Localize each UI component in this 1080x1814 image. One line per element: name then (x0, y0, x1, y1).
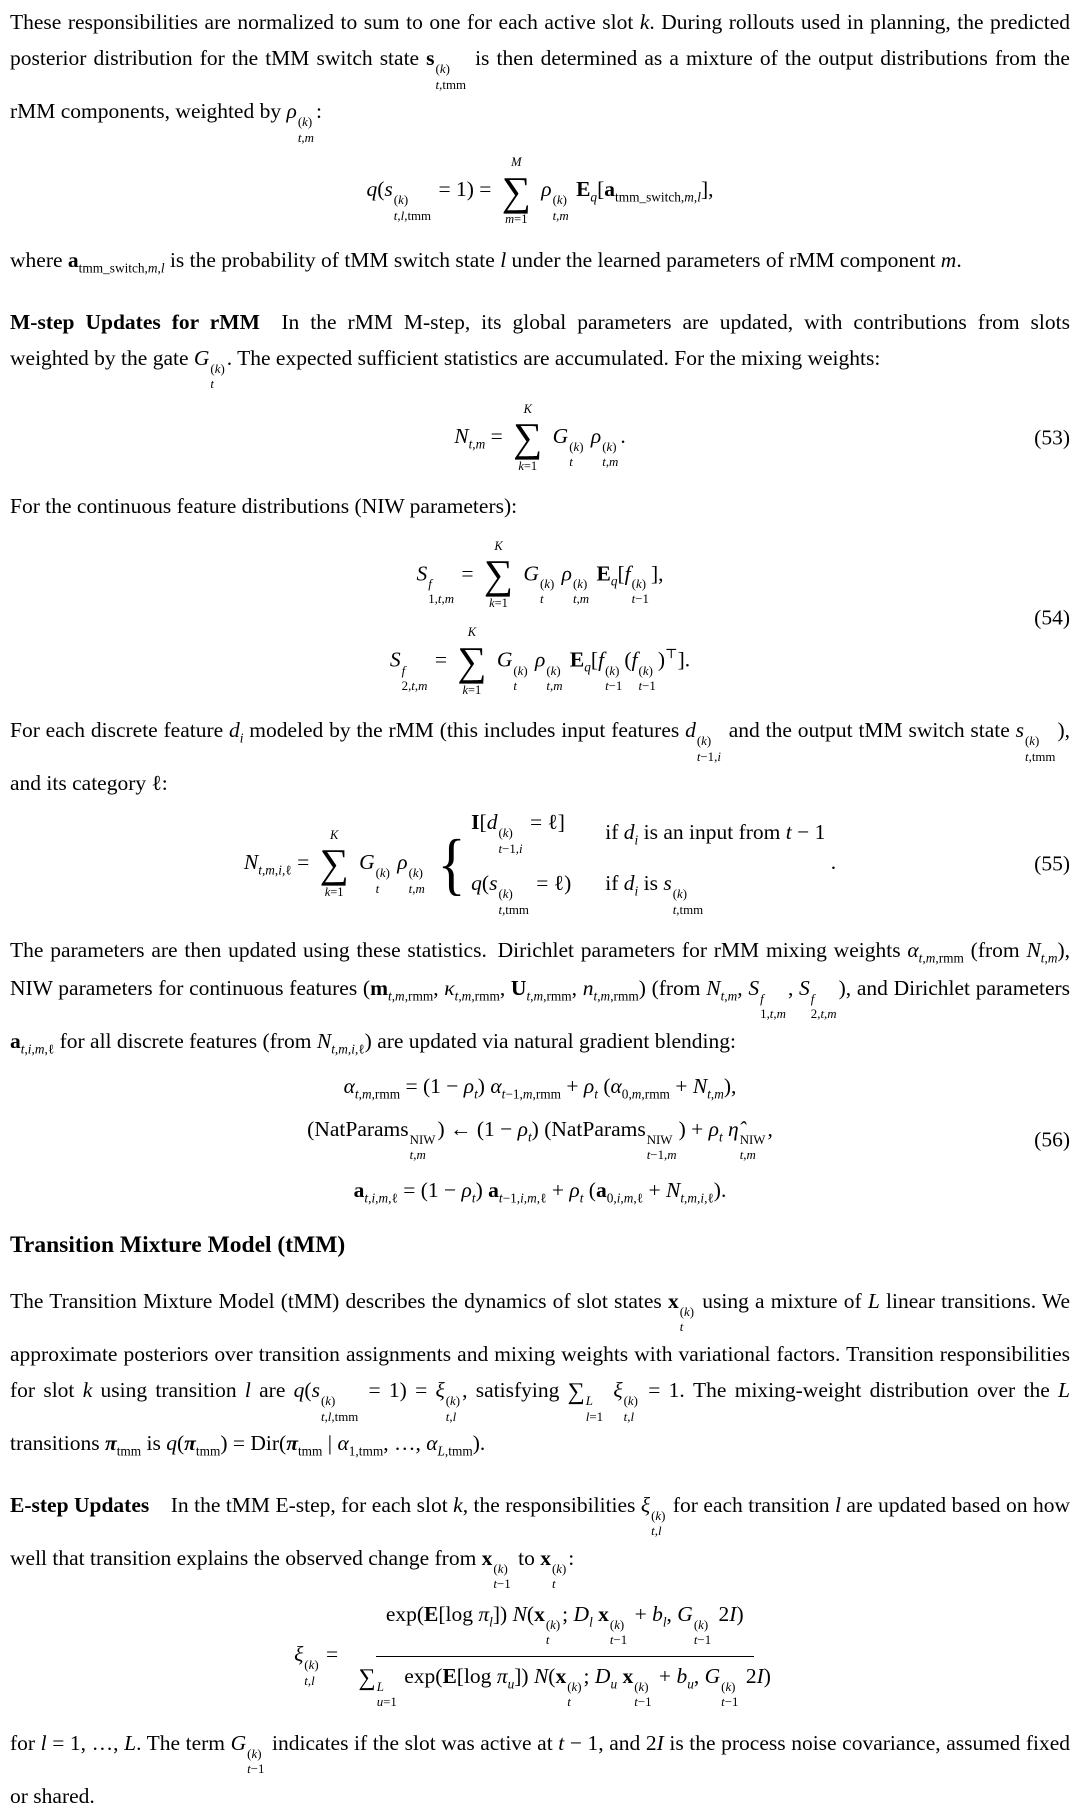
tmm-section-heading: Transition Mixture Model (tMM) (10, 1231, 346, 1258)
closing-paragraph: for l = 1, …, L. The term G (k) t−1 indicates if the slot was active at t − 1, and 2I is the process noise covariance, assumed fixed or shared. (10, 1730, 1071, 1808)
equation-line-3: $a_{t,i,m,\ell} = (1 - \rho_t) a_{t-1,i,m,\ell} + \rho_t$ $(a_{0,i,m,\ell} + N_{t,m,i,\ell})$. (353, 1177, 727, 1205)
discrete-feature-paragraph: For each discrete feature $d_i$ modeled by the rMM (this includes input features d (k) t−1,i and the output tMM switch state s (k) t,tmm ), and its category ℓ: (10, 718, 1070, 796)
eq-55 (10, 810, 1070, 918)
estep-paragraph: E-step Updates In the tMM E-step, for each slot k, the responsibilities ξ (k) t,l for each transition l are updated based on how well that transition explains the observed change from x (k) t−1 to x (k) t : (10, 1492, 1070, 1592)
equation-number: (53) (1034, 425, 1070, 450)
eq-switch-state-posterior (10, 155, 1070, 228)
equation-body: ξ (k) t,l = exp(E[log $\pi_l$]) N(x (k) t ; $D_l$ x (k) t−1 + $b_l$, G (k) t−1 2I) ∑ L u=1 exp(E[log $\pi_u$]) N(x (k) t ; $D_u$ x (k) t−1 + $b_u$, G (k) t−1 2I) (294, 1601, 771, 1710)
where-paragraph: where $a_{tmm\_switch,m,l}$ is the probability of tMM switch state l under the learned parameters of rMM component m. (10, 247, 962, 276)
equation-body: q(s (k) t,l,tmm = 1) = M ∑ m=1 ρ (k) t,m $E_q[a_{tmm\_switch,m,l}]$, (366, 155, 714, 227)
equation-line-1: S f 1,t,m = K ∑ k=1 G (k) t ρ (k) t,m $E_q[f$ (k) t−1 ], (416, 538, 664, 610)
parameters-update-paragraph: The parameters are then updated using these statistics. Dirichlet parameters for rMM mixing weights $\alpha_{t,m,rmm}$ (from $N_{t,m}$), NIW parameters for continuous features ($m_{t,m,rmm}$, $\kappa_{t,m,rmm}$, $U_{t,m,rmm}$, $n_{t,m,rmm}$) (from $N_{t,m}$, S f 1,t,m , S f 2,t,m ), and Dirichlet parameters $a_{t,i,m,\ell}$ for all discrete features (from $N_{t,m,i,\ell}$) are updated via natural gradient blending: (10, 938, 1071, 1057)
equation-body (10, 539, 1070, 699)
equation-body: $N_{t,m}$ = K ∑ k=1 G (k) t ρ (k) t,m . (454, 401, 626, 473)
equation-body: $N_{t,m,i,\ell}$ = K ∑ k=1 G (k) t ρ (k) t,m { I[d (k) t−1,i = ℓ] if $d_i$ is an input from t − 1 q(s (k) t,tmm = ℓ) if $d_i$ is s (k) t,tmm . (243, 810, 837, 917)
mstep-rmm-paragraph: M-step Updates for rMM In the rMM M-step, its global parameters are updated, with contributions from slots weighted by the gate G (k) t . The expected sufficient statistics are accumulated. For the mixing weights: (10, 309, 1070, 392)
eq-56 (10, 1074, 1070, 1206)
intro-paragraph: These responsibilities are normalized to sum to one for each active slot k. During rollouts used in planning, the predicted posterior distribution for the tMM switch state s (k) t,tmm is then determined as a mixture of the output distributions from the rMM components, weighted by ρ (k) t,m : (10, 10, 1070, 145)
equation-number: (55) (1034, 851, 1070, 876)
eq-xi-responsibilities (10, 1602, 1070, 1711)
continuous-features-paragraph: For the continuous feature distributions (NIW parameters): (10, 494, 518, 519)
equation-line-2: S f 2,t,m = K ∑ k=1 G (k) t ρ (k) t,m $E_q[f$ (k) t−1 (f (k) t−1 )⊤]. (389, 625, 691, 697)
equation-line-2: (NatParams NIW t,m ) ← $(1 - \rho_t)$ (NatParams NIW t−1,m ) + $\rho_t$ η̂ NIW t,m , (307, 1116, 773, 1163)
equation-number: (56) (1034, 1127, 1070, 1152)
equation-line-1: $\alpha_{t,m,rmm} = (1 - \rho_t) \alpha_{t-1,m,rmm} + \rho_t$ $(\alpha_{0,m,rmm} + N_{t,m})$, (343, 1074, 737, 1102)
equation-body (10, 1074, 1070, 1206)
eq-54 (10, 539, 1070, 699)
equation-number: (54) (1034, 605, 1070, 630)
tmm-intro-paragraph: The Transition Mixture Model (tMM) describes the dynamics of slot states x (k) t using a mixture of L linear transitions. We approximate posteriors over transition assignments and mixing weights with variational factors. Transition responsibilities for slot k using transition l are q(s (k) t,l,tmm = 1) = ξ (k) t,l , satisfying ∑ L l=1 ξ (k) t,l = 1. The mixing-weight distribution over the L transitions $\pi_{tmm}$ is $q(\pi_{tmm}) = Dir(\pi_{tmm}$ | $\alpha_{1,tmm}$, …, $\alpha_{L,tmm}$). (10, 1288, 1071, 1459)
eq-53 (10, 402, 1070, 475)
